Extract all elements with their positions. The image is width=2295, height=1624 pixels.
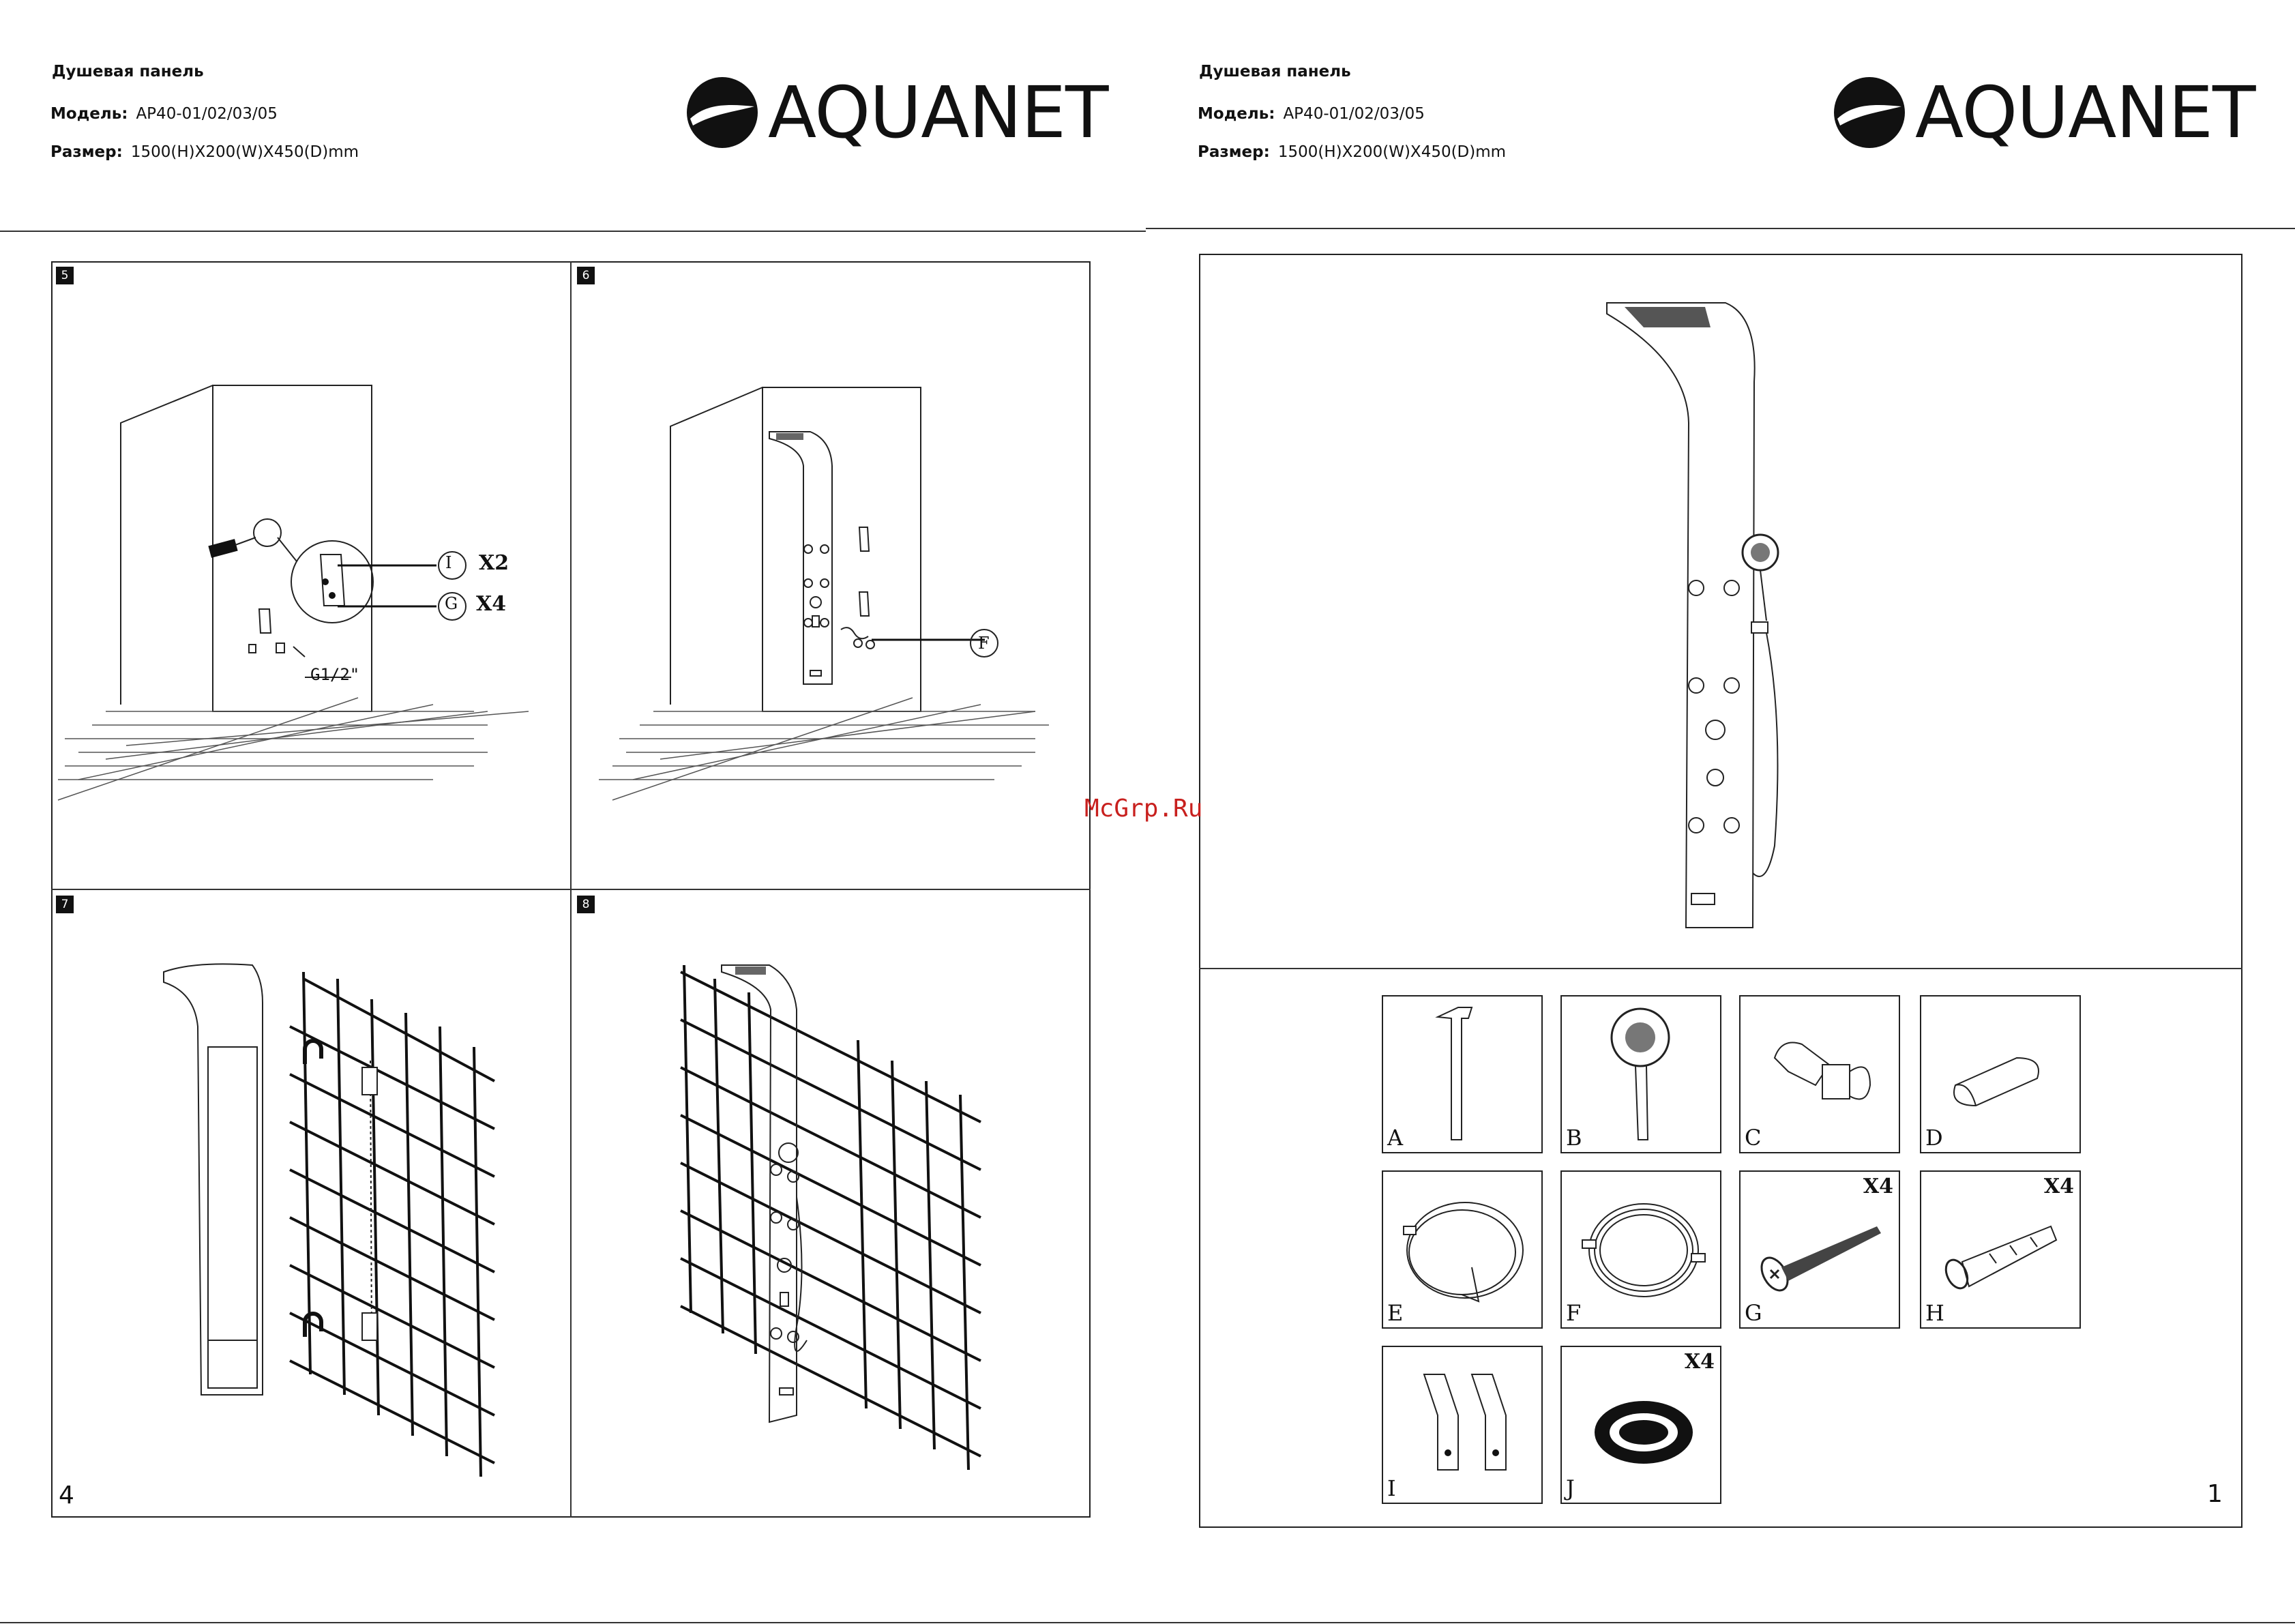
- right-header-rule: [1146, 228, 2295, 229]
- left-page-number: 4: [59, 1481, 74, 1509]
- callout-f-letter: F: [978, 634, 990, 653]
- model-label: Модель:: [1198, 105, 1275, 123]
- part-b: [1560, 995, 1721, 1153]
- shower-panel-icon: [769, 432, 832, 684]
- floor-grid: [58, 698, 529, 800]
- shower-panel-back-icon: [164, 964, 263, 1395]
- model-value: AP40-01/02/03/05: [1283, 105, 1425, 123]
- step-5-badge: 5: [56, 267, 74, 284]
- step-7-illustration: [51, 890, 569, 1516]
- cap-icon: [1949, 1044, 2058, 1112]
- model-label: Модель:: [50, 105, 128, 123]
- left-model: [50, 105, 278, 123]
- callout-g-qty: X4: [476, 592, 507, 616]
- size-label: Размер:: [50, 143, 123, 161]
- part-a: [1382, 995, 1543, 1153]
- right-model: [1198, 105, 1425, 123]
- part-letter: D: [1925, 1125, 1943, 1151]
- step-6-badge: 6: [577, 267, 595, 284]
- right-page-number: 1: [2207, 1480, 2223, 1508]
- part-g: [1739, 1170, 1900, 1329]
- step-8-illustration: [572, 890, 1090, 1516]
- right-frame-divider: [1199, 968, 2242, 969]
- thread-label: G1/2": [310, 665, 360, 684]
- left-logo: [686, 71, 1108, 154]
- shower-panel-icon: [1596, 286, 1841, 941]
- model-value: AP40-01/02/03/05: [136, 105, 278, 123]
- hose-pair-icon: [1575, 1185, 1712, 1315]
- part-letter: C: [1745, 1125, 1762, 1151]
- left-size: [50, 143, 359, 161]
- part-c: [1739, 995, 1900, 1153]
- part-qty: X4: [2043, 1175, 2074, 1198]
- hand-shower-icon: [1743, 535, 1778, 621]
- part-letter: J: [1566, 1475, 1575, 1501]
- part-letter: A: [1387, 1125, 1404, 1151]
- right-logo: [1833, 71, 2255, 154]
- step-6-illustration: [572, 261, 1090, 887]
- drill-icon: [208, 537, 256, 558]
- bracket-rail-icon: [1431, 1003, 1499, 1140]
- part-e: [1382, 1170, 1543, 1329]
- step-8-badge: 8: [577, 896, 595, 913]
- right-size: [1198, 143, 1506, 161]
- part-d: [1920, 995, 2081, 1153]
- part-letter: H: [1925, 1300, 1944, 1326]
- part-qty: X4: [1684, 1350, 1715, 1374]
- wall-grid: [681, 965, 981, 1470]
- wall-icon: [121, 385, 372, 711]
- part-h: [1920, 1170, 2081, 1329]
- size-value: 1500(H)X200(W)X450(D)mm: [130, 143, 359, 161]
- shower-holder-icon: [1768, 1031, 1877, 1126]
- washer-icon: [1589, 1395, 1698, 1470]
- logo-text: AQUANET: [1915, 71, 2255, 154]
- aquanet-logo-icon: [686, 76, 758, 149]
- left-header-rule: [0, 231, 1146, 232]
- left-title: Душевая панель: [52, 63, 204, 80]
- callout-g-letter: G: [445, 594, 458, 613]
- part-letter: F: [1566, 1300, 1582, 1326]
- bracket-icon: [321, 555, 344, 606]
- right-title: Душевая панель: [1199, 63, 1351, 80]
- logo-text: AQUANET: [768, 71, 1108, 154]
- bracket-icon: [1417, 1368, 1520, 1483]
- part-letter: E: [1387, 1300, 1404, 1326]
- part-f: [1560, 1170, 1721, 1329]
- part-j: [1560, 1346, 1721, 1504]
- watermark: McGrp.Ru: [1084, 795, 1203, 823]
- part-letter: B: [1566, 1125, 1582, 1151]
- part-letter: G: [1745, 1300, 1762, 1326]
- screw-icon: [1754, 1213, 1891, 1301]
- part-qty: X4: [1863, 1175, 1893, 1198]
- floor-grid: [599, 698, 1049, 800]
- callout-i-letter: I: [445, 553, 452, 572]
- dowel-icon: [1942, 1213, 2064, 1295]
- aquanet-logo-icon: [1833, 76, 1906, 149]
- callout-i-qty: X2: [479, 551, 509, 575]
- size-value: 1500(H)X200(W)X450(D)mm: [1277, 143, 1507, 161]
- bottom-rule: [0, 1622, 2295, 1623]
- hand-shower-icon: [1603, 1003, 1685, 1147]
- size-label: Размер:: [1198, 143, 1270, 161]
- hose-icon: [1397, 1185, 1533, 1315]
- shower-panel-icon: [722, 965, 807, 1422]
- part-letter: I: [1387, 1475, 1396, 1501]
- step-7-badge: 7: [56, 896, 74, 913]
- part-i: [1382, 1346, 1543, 1504]
